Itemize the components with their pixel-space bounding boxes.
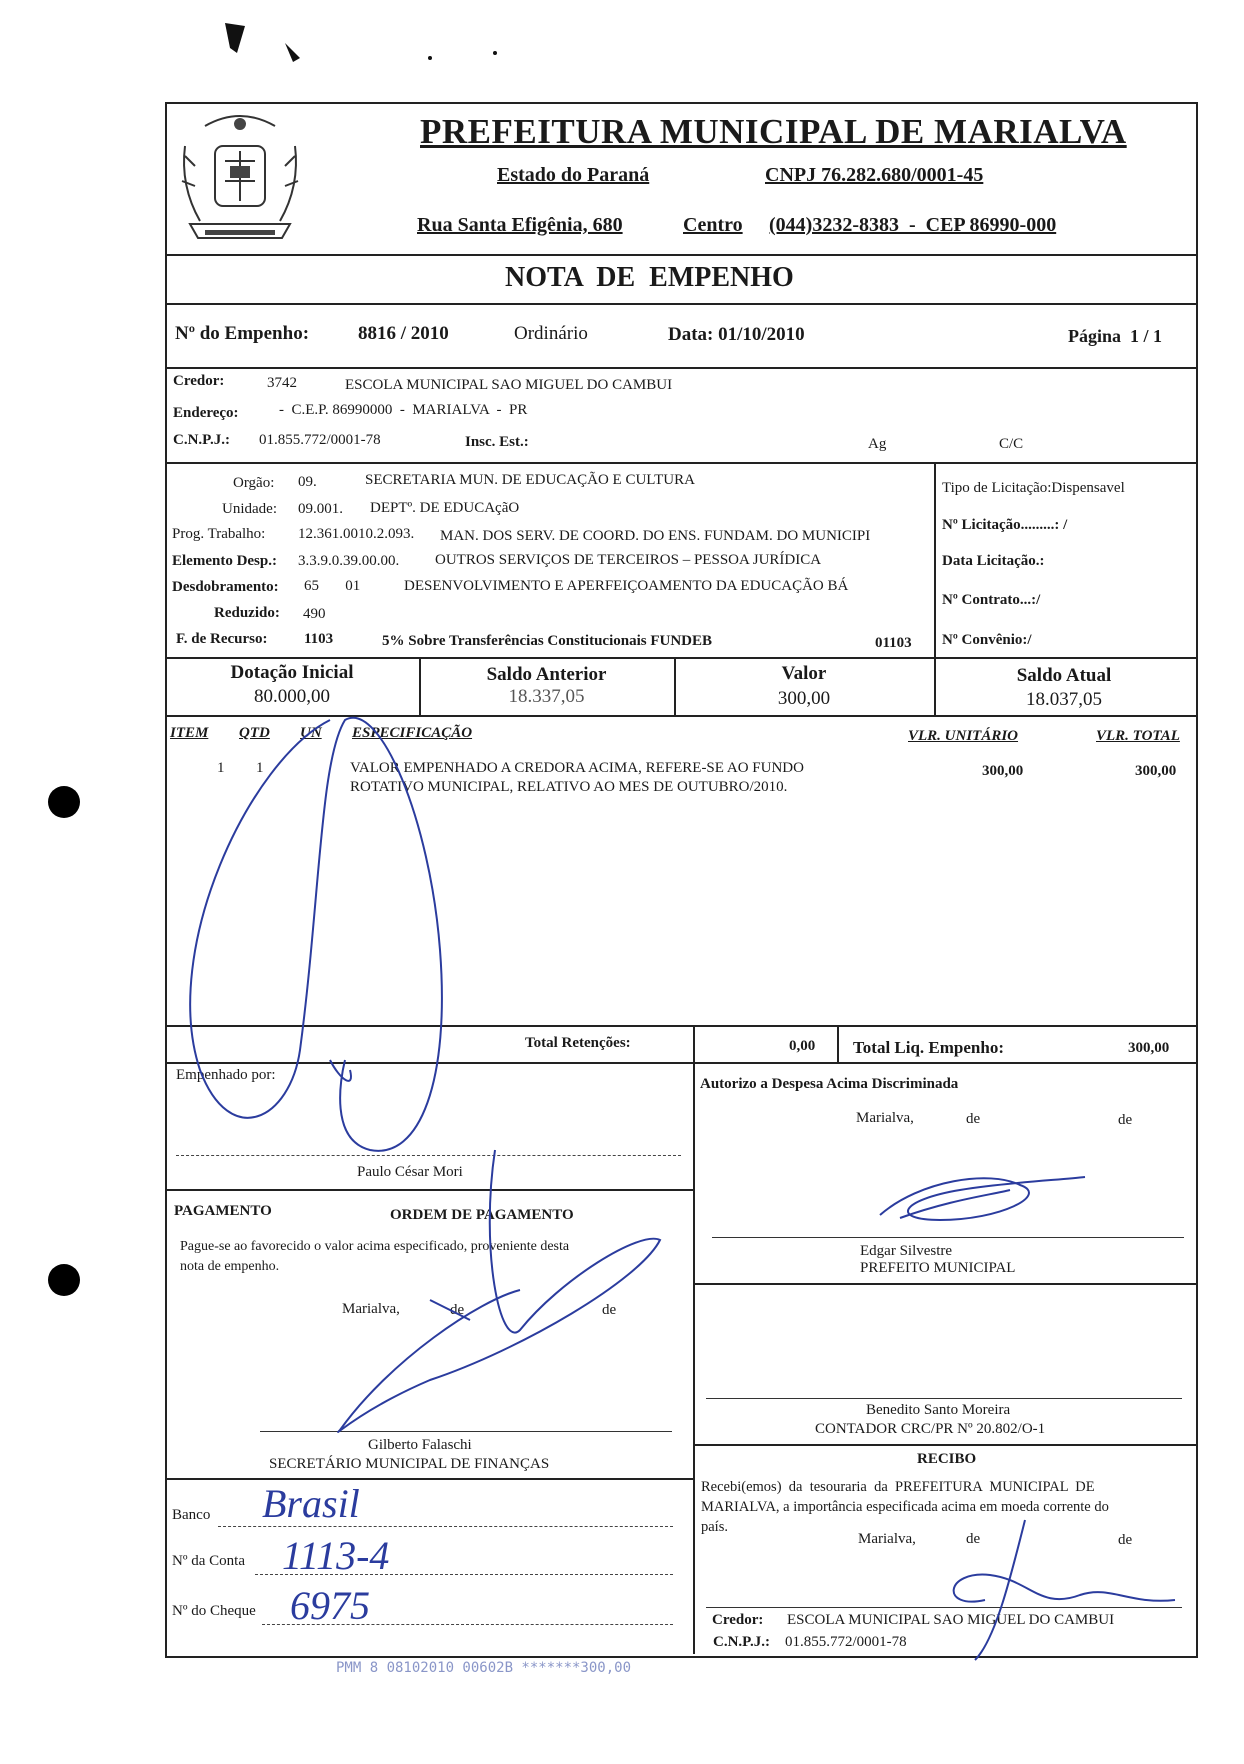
footer-machine-stamp: PMM 8 08102010 00602B *******300,00 [336,1660,632,1676]
header-phone-cep: (044)3232-8383 - CEP 86990-000 [769,214,1057,236]
empenho-date: Data: 01/10/2010 [668,324,805,345]
header-address: Rua Santa Efigênia, 680 [417,214,623,236]
conta-label: Nº da Conta [172,1553,245,1569]
conta-value: 1113-4 [282,1533,390,1578]
orgao-code: 09. [298,474,317,490]
balance-value-valor: 300,00 [777,688,831,709]
items-header-item: ITEM [170,725,209,741]
pagamento-place: Marialva, [342,1301,400,1317]
empenhado-name: Paulo César Mori [357,1164,463,1180]
recurso-name: 5% Sobre Transferências Constitucionais FUNDEB [382,633,713,649]
item-qty: 1 [256,760,264,776]
item-spec-line2: ROTATIVO MUNICIPAL, RELATIVO AO MES DE OUTUBRO/2010. [350,779,788,795]
autorizo-place: Marialva, [856,1110,914,1126]
item-spec-line1: VALOR EMPENHADO A CREDORA ACIMA, REFERE-SE AO FUNDO [350,760,804,776]
orgao-name: SECRETARIA MUN. DE EDUCAÇÃO E CULTURA [365,472,695,488]
prog-label: Prog. Trabalho: [172,526,266,542]
recibo-credor-label: Credor: [712,1612,764,1628]
tipo-licitacao: Tipo de Licitação:Dispensavel [942,480,1125,496]
reduzido-value: 490 [303,606,326,622]
pagamento-text-line1: Pague-se ao favorecido o valor acima especificado, proveniente desta [180,1239,570,1254]
recibo-place: Marialva, [858,1531,916,1547]
endereco-label: Endereço: [173,405,239,421]
items-header-qtd: QTD [239,725,270,741]
prog-name: MAN. DOS SERV. DE COORD. DO ENS. FUNDAM. DO MUNICIPI [440,528,871,544]
empenhado-label: Empenhado por: [176,1067,276,1083]
credor-name: ESCOLA MUNICIPAL SAO MIGUEL DO CAMBUI [345,377,673,393]
unidade-label: Unidade: [222,501,277,517]
endereco-value: - C.E.P. 86990000 - MARIALVA - PR [279,402,528,418]
insc-est-label: Insc. Est.: [465,434,529,450]
contador-role: CONTADOR CRC/PR Nº 20.802/O-1 [815,1421,1046,1437]
credor-cnpj-label: C.N.P.J.: [173,432,230,448]
banco-label: Banco [172,1507,211,1523]
items-header-un: UN [300,725,322,741]
recurso-ref: 01103 [875,635,912,651]
items-header-spec: ESPECIFICAÇÃO [352,725,473,741]
pagamento-text-line2: nota de empenho. [180,1259,280,1274]
item-total-value: 300,00 [1135,763,1177,779]
total-liquido-label: Total Liq. Empenho: [853,1038,1004,1057]
balance-value-anterior: 18.337,05 [508,686,585,707]
elemento-label: Elemento Desp.: [172,553,277,569]
credor-code: 3742 [267,375,297,391]
pagamento-signer-name: Gilberto Falaschi [368,1437,472,1453]
balance-label-saldo-atual: Saldo Atual [1016,665,1112,686]
recibo-cnpj-label: C.N.P.J.: [713,1634,770,1650]
reduzido-label: Reduzido: [214,605,280,621]
header-title: PREFEITURA MUNICIPAL DE MARIALVA [420,112,1127,151]
numero-licitacao: Nº Licitação.........: / [942,517,1068,533]
recibo-text-line3: país. [701,1519,728,1535]
credor-cnpj: 01.855.772/0001-78 [259,432,381,448]
pagamento-de1: de [450,1302,465,1318]
unidade-code: 09.001. [298,501,343,517]
contador-name: Benedito Santo Moreira [866,1402,1011,1418]
recibo-text-line2: MARIALVA, a importância especificada acima em moeda corrente do [701,1499,1109,1515]
banco-value: Brasil [262,1481,360,1526]
item-unit-value: 300,00 [982,763,1024,779]
recibo-cnpj: 01.855.772/0001-78 [785,1634,907,1650]
desdobramento-code: 65 01 [304,578,361,594]
elemento-name: OUTROS SERVIÇOS DE TERCEIROS – PESSOA JURÍDICA [435,552,822,568]
ag-label: Ag [868,436,887,452]
items-header-total-value: VLR. TOTAL [1096,728,1180,744]
credor-label: Credor: [173,373,225,389]
retencoes-value: 0,00 [789,1038,816,1054]
balance-label-dotacao: Dotação Inicial [230,662,354,683]
autorizo-label: Autorizo a Despesa Acima Discriminada [700,1076,959,1092]
page-number: Página 1 / 1 [1068,326,1163,346]
cheque-value: 6975 [290,1583,370,1628]
pagamento-de2: de [602,1302,617,1318]
autorizo-role: PREFEITO MUNICIPAL [860,1260,1016,1276]
retencoes-label: Total Retenções: [525,1035,631,1051]
empenho-number-label: Nº do Empenho: [175,323,310,344]
recibo-de1: de [966,1531,981,1547]
autorizo-name: Edgar Silvestre [860,1243,953,1259]
total-liquido-value: 300,00 [1128,1040,1170,1056]
data-licitacao: Data Licitação.: [942,553,1045,569]
recurso-code: 1103 [304,631,334,647]
empenho-type: Ordinário [514,323,588,344]
numero-convenio: Nº Convênio:/ [942,632,1032,648]
cc-label: C/C [999,436,1024,452]
elemento-code: 3.3.9.0.39.00.00. [298,553,400,569]
desdobramento-label: Desdobramento: [172,579,279,595]
recurso-label: F. de Recurso: [176,631,268,647]
item-number: 1 [217,760,225,776]
pagamento-signer-role: SECRETÁRIO MUNICIPAL DE FINANÇAS [269,1456,550,1472]
recibo-credor-name: ESCOLA MUNICIPAL SAO MIGUEL DO CAMBUI [787,1612,1115,1628]
items-header-unit-value: VLR. UNITÁRIO [908,728,1019,744]
document-title: NOTA DE EMPENHO [505,262,794,293]
balance-value-dotacao: 80.000,00 [254,686,330,707]
autorizo-de1: de [966,1111,981,1127]
numero-contrato: Nº Contrato...:/ [942,592,1041,608]
empenho-number: 8816 / 2010 [358,323,449,344]
recibo-text-line1: Recebi(emos) da tesouraria da PREFEITURA MUNICIPAL DE [701,1479,1095,1495]
recibo-de2: de [1118,1532,1133,1548]
ordem-pagamento-label: ORDEM DE PAGAMENTO [390,1207,574,1223]
pagamento-label: PAGAMENTO [174,1203,272,1219]
balance-value-saldo-atual: 18.037,05 [1026,689,1102,710]
prog-code: 12.361.0010.2.093. [298,526,415,542]
header-district: Centro [683,214,743,236]
autorizo-de2: de [1118,1112,1133,1128]
unidade-name: DEPTº. DE EDUCAçãO [370,500,520,516]
recibo-label: RECIBO [917,1451,977,1467]
balance-label-anterior: Saldo Anterior [486,664,607,685]
cheque-label: Nº do Cheque [172,1603,256,1619]
orgao-label: Orgão: [233,475,275,491]
desdobramento-name: DESENVOLVIMENTO E APERFEIÇOAMENTO DA EDUCAÇÃO BÁ [404,578,849,594]
balance-label-valor: Valor [781,663,827,684]
header-cnpj: CNPJ 76.282.680/0001-45 [765,164,984,186]
header-state: Estado do Paraná [497,164,650,186]
